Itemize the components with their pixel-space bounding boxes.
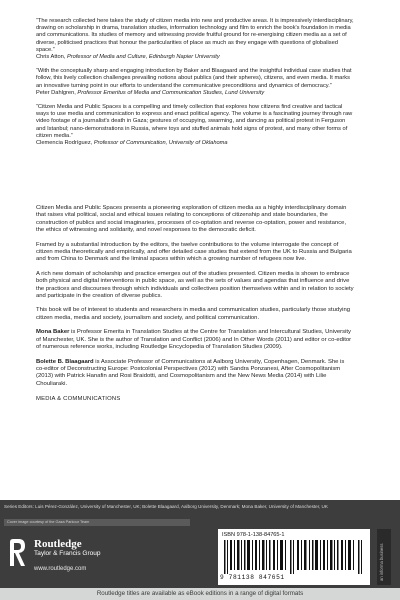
endorsement — [36, 18, 354, 61]
publisher-group: Taylor & Francis Group — [34, 550, 101, 557]
editor-bio — [36, 359, 354, 389]
informa-strip — [377, 529, 391, 585]
description-paragraph: Citizen Media and Public Spaces presents a pioneering exploration of citizen media as a highly interdisciplinary domain that raises vital political, social and ethical issues relating to conceptions of citizenship and state boundaries, the construction of publics and social imaginaries, processes of co-optation and reverse co-optation, power and resistance, the ethics of witnessing and solidarity, and novel responses to the democratic deficit. — [36, 205, 347, 234]
ebook-footer: Routledge titles are available as eBook editions in a range of digital formats — [0, 588, 400, 600]
endorsement — [36, 68, 354, 97]
endorser-name: Clemencia Rodríguez, — [36, 140, 94, 147]
isbn-label: ISBN 978-1-138-84765-1 — [222, 532, 285, 538]
endorsements — [36, 18, 354, 154]
barcode-panel — [218, 529, 370, 585]
endorsement — [36, 104, 354, 147]
description-paragraph: Framed by a substantial introduction by the editors, the twelve contributions to the volume interrogate the concept of citizen media theoretically and empirically, and offer detailed case studies that extend from the UK to Russia and Bulgaria and from China to Denmark and the liminal spaces within which a growing number of refugees now live. — [36, 241, 352, 263]
endorsement-attribution — [36, 140, 354, 147]
routledge-logo-icon — [6, 536, 28, 570]
barcode-number: 9 781138 847651 — [220, 574, 285, 581]
endorser-role: Professor of Media and Culture, Edinburgh Napier University — [66, 54, 220, 61]
endorser-name: Chris Atton, — [36, 54, 67, 61]
editor-bio-text: is Associate Professor of Communications at Aalborg University, Copenhagen, Denmark. She is co-editor of Deconstructing Europe: Postcolonial Perspectives (2012) with Sandra Ponzanesi, After Cosmopolitanism (2013) with Patrick Hanafin and Rosi Braidotti, and Cosmopolitanism and the New News Media (2014) with Lilie Chouliaraki. — [36, 358, 345, 387]
endorsement-quote: “With the conceptually sharp and engaging introduction by Baker and Blaagaard and the insightful individual case studies that follow, this lively collection challenges prevailing notions about publics (and their spheres), citizens, and even media. It marks an innovative turning point in our efforts to understand the communicative preconditions and dynamics of democracy.” — [36, 68, 352, 89]
description-paragraph: A rich new domain of scholarship and practice emerges out of the studies presented. Citizen media is shown to embrace both physical and digital interventions in public space, as well as the sets of values and agendas that influence and drive the practices and discourses through which individuals and collectives position themselves within and in relation to society and participate in the creation of diverse publics. — [36, 270, 354, 300]
editor-name: Mona Baker — [36, 329, 70, 336]
subject-category: MEDIA & COMMUNICATIONS — [36, 396, 121, 403]
endorser-role: Professor of Communication, University of Oklahoma — [93, 140, 228, 147]
informa-text: an informa business — [379, 543, 384, 581]
publisher-logo — [6, 530, 126, 582]
endorsement-quote: “Citizen Media and Public Spaces is a compelling and timely collection that explores how citizens find creative and tactical ways to use media and communication to express and enact political agency. The volume is a fascinating journey through raw video footage of a journalist's death in Gaza; gestures of occupying, swarming, and dancing as political protest in Ferguson and Istanbul; nano-demonstrations in Russia, where toys and stuffed animals hold signs of protest, and many other forms of citizen media.” — [36, 104, 353, 139]
publisher-url[interactable]: www.routledge.com — [34, 566, 87, 572]
publisher-band — [0, 500, 400, 588]
series-editors: Series Editors: Luis Pérez-González, University of Manchester, UK; Bolette Blaagaard, Aalborg University, Denmark; Mona Baker, University of Manchester, UK — [4, 504, 328, 509]
barcode-icon — [222, 540, 366, 574]
endorsement-attribution — [36, 54, 354, 61]
editor-bio — [36, 329, 354, 351]
endorser-role: Professor Emeritus of Media and Communication Studies, Lund University — [77, 89, 265, 96]
editor-bio-text: is Professor Emerita in Translation Studies at the Centre for Translation and Intercultural Studies, University of Manchester, UK. She is the author of Translation and Conflict (2006) and In Other Words (2011) and editor or co-editor of numerous reference works, including Routledge Encyclopedia of Translation Studies (2009). — [36, 329, 352, 351]
endorsement-quote: “The research collected here takes the study of citizen media into new and productive areas. It is impressively interdisciplinary, drawing on scholarship in drama, translation studies, information technology and film to enrich the book's foundation in media and communications. Its studies of memory and witnessing provide fruitful ground for re-energising citizen media as a set of diverse, politicised practices that honour the particularities of place as much as they engage with questions of globalised space.” — [36, 18, 354, 53]
endorser-name: Peter Dahlgren, — [36, 89, 78, 96]
publisher-name-block — [34, 538, 100, 558]
editor-name: Bolette B. Blaagaard — [36, 358, 94, 365]
cover-credit: Cover image courtesy of the Gaza Parkour Team — [4, 519, 190, 526]
book-description — [36, 205, 354, 404]
description-paragraph: This book will be of interest to students and researchers in media and communication studies, particularly those studying citizen media, media and society, journalism and society, and political communication. — [36, 307, 351, 321]
publisher-name: Routledge — [34, 538, 82, 550]
endorsement-attribution — [36, 90, 354, 97]
